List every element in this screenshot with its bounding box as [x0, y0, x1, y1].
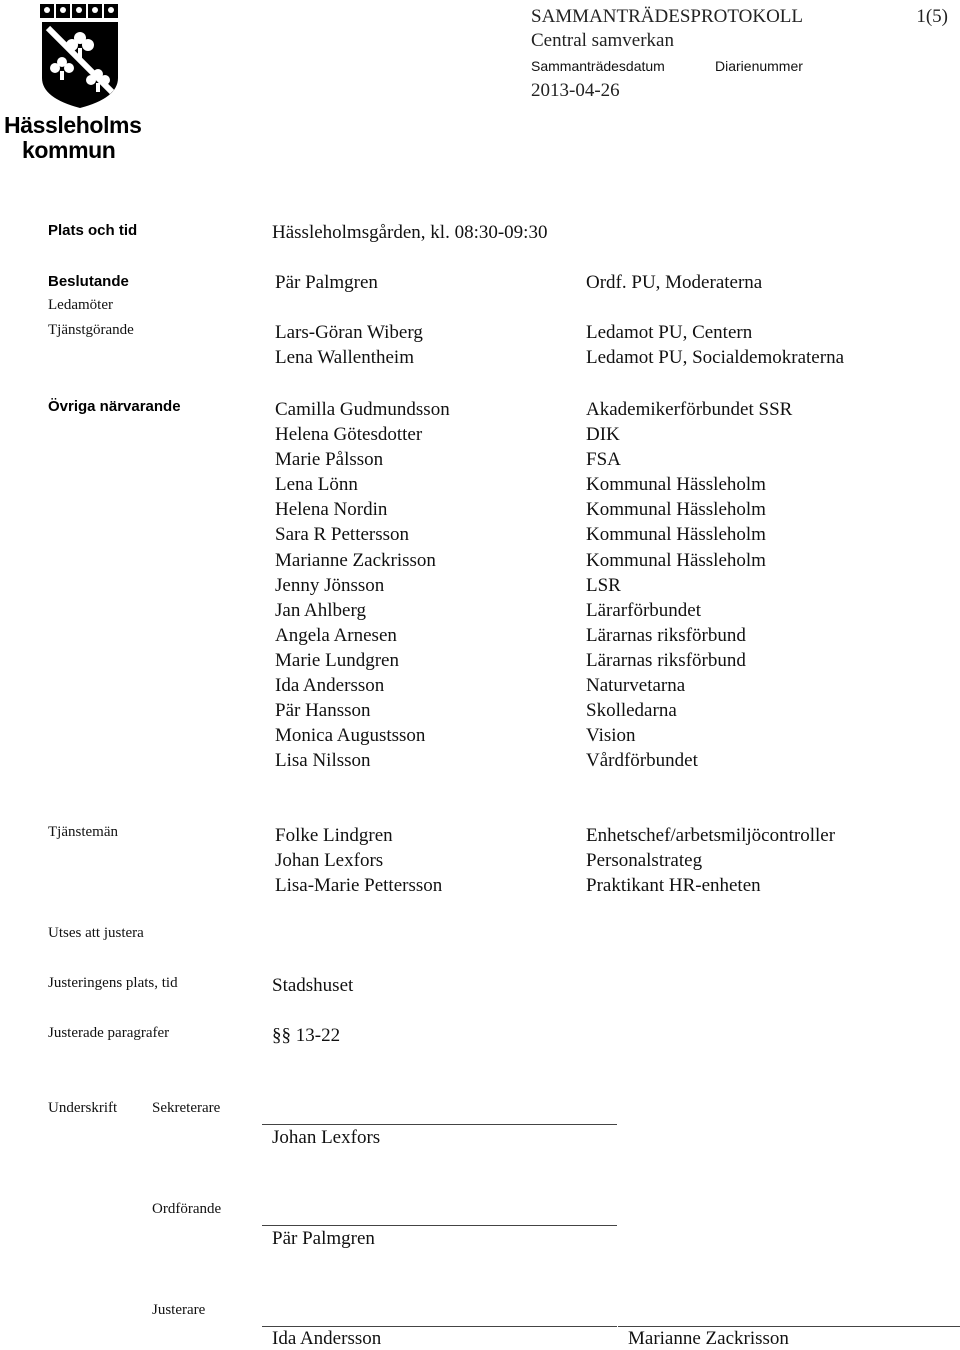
- list-item: Enhetschef/arbetsmiljöcontroller: [586, 825, 836, 846]
- list-item: Monica Augustsson: [275, 725, 426, 747]
- chair-signature-line: [262, 1225, 617, 1226]
- secretary-label: Sekreterare: [152, 1100, 221, 1116]
- list-item: Lärarnas riksförbund: [586, 624, 746, 646]
- meeting-date-label: Sammanträdesdatum: [531, 58, 665, 74]
- list-item: Vision: [586, 725, 636, 747]
- secretary-signature-line: [262, 1124, 617, 1125]
- list-item: FSA: [586, 449, 621, 471]
- list-item: Ida Andersson: [275, 675, 385, 697]
- list-item: Camilla Gudmundsson: [275, 399, 450, 420]
- place-time-label: Plats och tid: [48, 222, 138, 239]
- adjust-place-time-value: Stadshuset: [272, 975, 354, 996]
- adjuster2-name: Marianne Zackrisson: [628, 1328, 789, 1349]
- list-item: Jan Ahlberg: [275, 599, 366, 621]
- members-label: Ledamöter: [48, 297, 113, 313]
- list-item: Kommunal Hässleholm: [586, 549, 766, 571]
- adjuster1-name: Ida Andersson: [272, 1328, 382, 1349]
- adjust-place-time-label: Justeringens plats, tid: [48, 975, 178, 991]
- adjuster1-signature-line: [262, 1326, 617, 1327]
- list-item: Helena Götesdotter: [275, 424, 423, 446]
- list-item: Helena Nordin: [275, 499, 388, 521]
- list-item: Lärarförbundet: [586, 599, 701, 621]
- list-item: Lena Lönn: [275, 474, 358, 496]
- logo-name-line2: kommun: [22, 137, 116, 163]
- logo-name-line1: Hässleholms: [4, 112, 142, 138]
- list-item: Kommunal Hässleholm: [586, 474, 766, 496]
- officials-label: Tjänstemän: [48, 824, 118, 840]
- others-present-names: [275, 397, 450, 773]
- document-type: SAMMANTRÄDESPROTOKOLL: [531, 6, 804, 27]
- coat-of-arms-icon: [0, 0, 160, 115]
- secretary-name: Johan Lexfors: [272, 1127, 381, 1148]
- list-item: Naturvetarna: [586, 675, 686, 697]
- serving-role: Ledamot PU, Centern: [586, 322, 753, 343]
- list-item: Lisa Nilsson: [275, 750, 371, 772]
- officials-names: [275, 823, 442, 898]
- list-item: Marie Pålsson: [275, 449, 384, 471]
- adjuster2-signature-line: [618, 1326, 960, 1327]
- list-item: LSR: [586, 574, 621, 596]
- municipality-logo: [0, 0, 160, 163]
- list-item: Angela Arnesen: [275, 624, 397, 646]
- others-present-orgs: [586, 397, 792, 773]
- officials-roles: [586, 823, 835, 898]
- list-item: Skolledarna: [586, 700, 677, 722]
- chair-name: Pär Palmgren: [275, 272, 378, 293]
- chair-signature-name: Pär Palmgren: [272, 1228, 375, 1249]
- list-item: Kommunal Hässleholm: [586, 499, 766, 521]
- decision-makers-label: Beslutande: [48, 273, 129, 290]
- serving-label: Tjänstgörande: [48, 322, 134, 338]
- list-item: Johan Lexfors: [275, 850, 384, 872]
- list-item: Marianne Zackrisson: [275, 549, 436, 571]
- signature-label: Underskrift: [48, 1100, 118, 1116]
- list-item: Jenny Jönsson: [275, 574, 385, 596]
- list-item: Lärarnas riksförbund: [586, 649, 746, 671]
- chair-signature-label: Ordförande: [152, 1201, 222, 1217]
- list-item: Vårdförbundet: [586, 750, 698, 772]
- adjusted-paragraphs-value: §§ 13-22: [272, 1025, 341, 1046]
- list-item: Folke Lindgren: [275, 825, 393, 846]
- list-item: Personalstrateg: [586, 850, 703, 872]
- list-item: Pär Hansson: [275, 700, 371, 722]
- others-present-label: Övriga närvarande: [48, 398, 181, 415]
- place-time-value: Hässleholmsgården, kl. 08:30-09:30: [272, 222, 548, 243]
- diary-number-label: Diarienummer: [715, 58, 803, 74]
- adjusted-paragraphs-label: Justerade paragrafer: [48, 1025, 170, 1041]
- adjuster-label: Justerare: [152, 1302, 206, 1318]
- serving-name: Lena Wallentheim: [275, 347, 414, 368]
- chair-role: Ordf. PU, Moderaterna: [586, 272, 763, 293]
- list-item: Praktikant HR-enheten: [586, 875, 761, 897]
- list-item: Akademikerförbundet SSR: [586, 399, 793, 420]
- list-item: Sara R Pettersson: [275, 524, 410, 546]
- list-item: Marie Lundgren: [275, 649, 399, 671]
- list-item: Kommunal Hässleholm: [586, 524, 766, 546]
- page-number: 1(5): [916, 6, 948, 27]
- committee-name: Central samverkan: [531, 30, 674, 51]
- list-item: DIK: [586, 424, 620, 446]
- serving-name: Lars-Göran Wiberg: [275, 322, 423, 343]
- appointed-to-adjust-label: Utses att justera: [48, 925, 144, 941]
- serving-role: Ledamot PU, Socialdemokraterna: [586, 347, 845, 368]
- list-item: Lisa-Marie Pettersson: [275, 875, 443, 897]
- meeting-date: 2013-04-26: [531, 80, 620, 101]
